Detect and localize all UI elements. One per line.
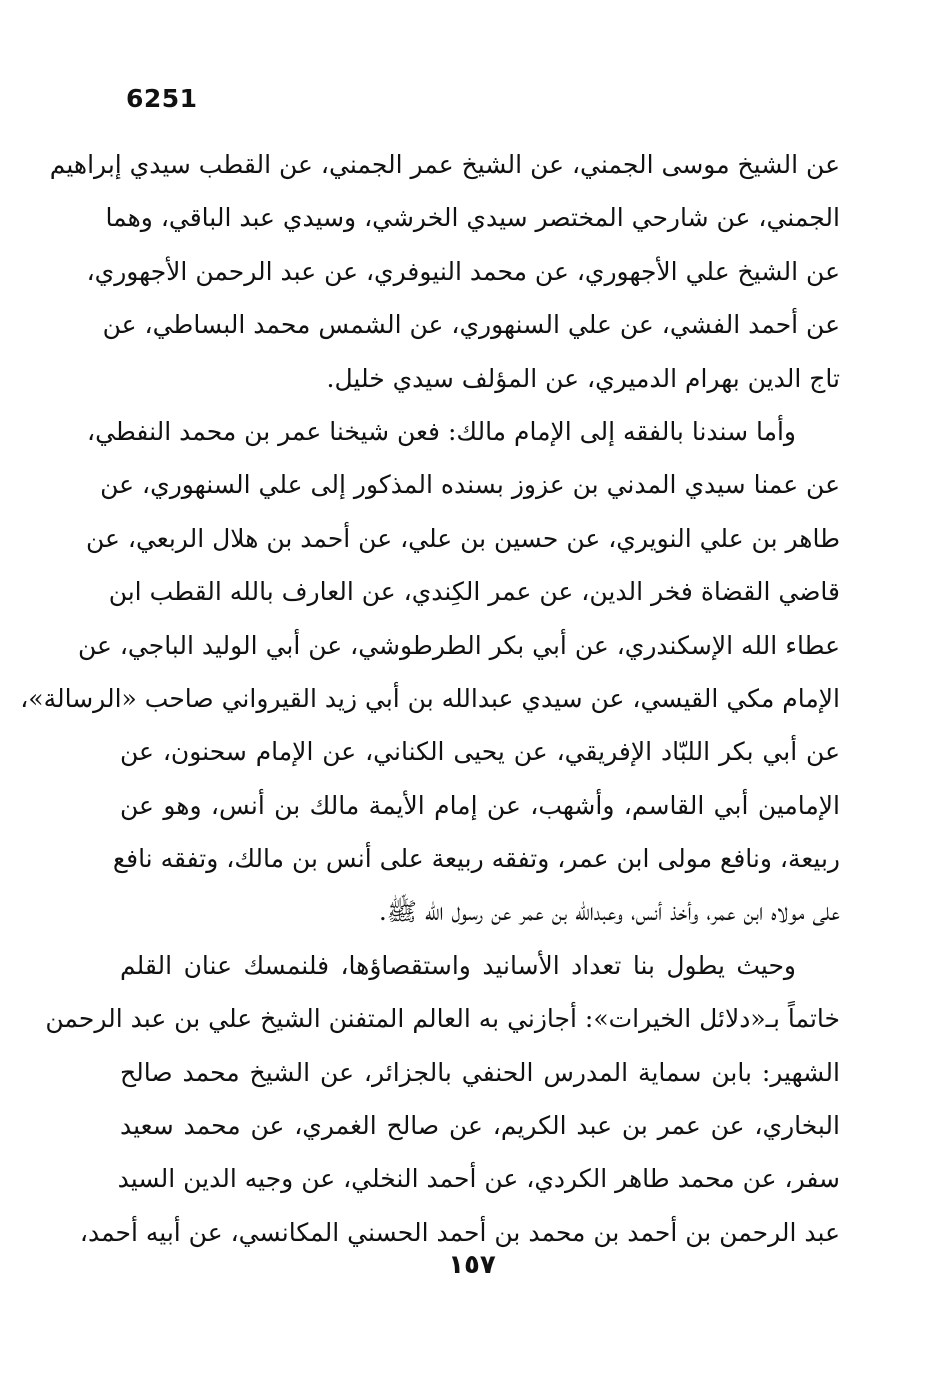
paragraph-3	[45, 939, 840, 1259]
text-line: الشهير: بابن سماية المدرس الحنفي بالجزائر، عن الشيخ محمد صالح	[120, 1057, 840, 1087]
text-line: عطاء الله الإسكندري، عن أبي بكر الطرطوشي، عن أبي الوليد الباجي، عن	[77, 630, 840, 660]
text-line: عبد الرحمن بن أحمد بن محمد بن أحمد الحسني المكانسي، عن أبيه أحمد،	[79, 1217, 840, 1247]
page-number: ١٥٧	[448, 1250, 496, 1280]
text-line: عن أبي بكر اللبّاد الإفريقي، عن يحيى الكناني، عن الإمام سحنون، عن	[120, 737, 840, 767]
text-line: ربيعة، ونافع مولى ابن عمر، وتفقه ربيعة على أنس بن مالك، وتفقه نافع	[112, 844, 840, 874]
text-line: عن الشيخ علي الأجهوري، عن محمد النيوفري، عن عبد الرحمن الأجهوري،	[86, 256, 840, 286]
text-line: عن أحمد الفشي، عن علي السنهوري، عن الشمس محمد البساطي، عن	[102, 310, 840, 340]
text-line: خاتماً بـ«دلائل الخيرات»: أجازني به العالم المتفنن الشيخ علي بن عبد الرحمن	[45, 1004, 840, 1034]
page-id: 6251	[126, 84, 198, 113]
text-line: تاج الدين بهرام الدميري، عن المؤلف سيدي خليل.	[326, 363, 840, 393]
text-line: سفر، عن محمد طاهر الكردي، عن أحمد النخلي، عن وجيه الدين السيد	[117, 1164, 840, 1194]
text-line: وأما سندنا بالفقه إلى الإمام مالك: فعن شيخنا عمر بن محمد النفطي،	[87, 416, 796, 446]
text-line: الإمامين أبي القاسم، وأشهب، عن إمام الأيمة مالك بن أنس، وهو عن	[120, 790, 840, 820]
body-text	[20, 138, 840, 1259]
text-line: الإمام مكي القيسي، عن سيدي عبدالله بن أبي زيد القيرواني صاحب «الرسالة»،	[20, 683, 840, 713]
text-line: عن عمنا سيدي المدني بن عزوز بسنده المذكور إلى علي السنهوري، عن	[100, 470, 840, 500]
text-line: طاهر بن علي النويري، عن حسين بن علي، عن أحمد بن هلال الربعي، عن	[85, 523, 840, 553]
text-line: قاضي القضاة فخر الدين، عن عمر الكِندي، عن العارف بالله القطب ابن	[108, 577, 840, 607]
text-line: البخاري، عن عمر بن عبد الكريم، عن صالح الغمري، عن محمد سعيد	[120, 1111, 840, 1141]
text-line: الجمني، عن شارحي المختصر سيدي الخرشي، وسيدي عبد الباقي، وهما	[105, 203, 840, 233]
paragraph-2	[20, 405, 840, 939]
text-line: عن الشيخ موسى الجمني، عن الشيخ عمر الجمني، عن القطب سيدي إبراهيم	[49, 150, 840, 179]
text-line: على مولاه ابن عمر، وأخذ أنس، وعبدالله بن عمر عن رسول الله ﷺ.	[378, 897, 840, 927]
text-line: وحيث يطول بنا تعداد الأسانيد واستقصاؤها، فلنمسك عنان القلم	[120, 950, 796, 980]
paragraph-1	[49, 138, 840, 405]
